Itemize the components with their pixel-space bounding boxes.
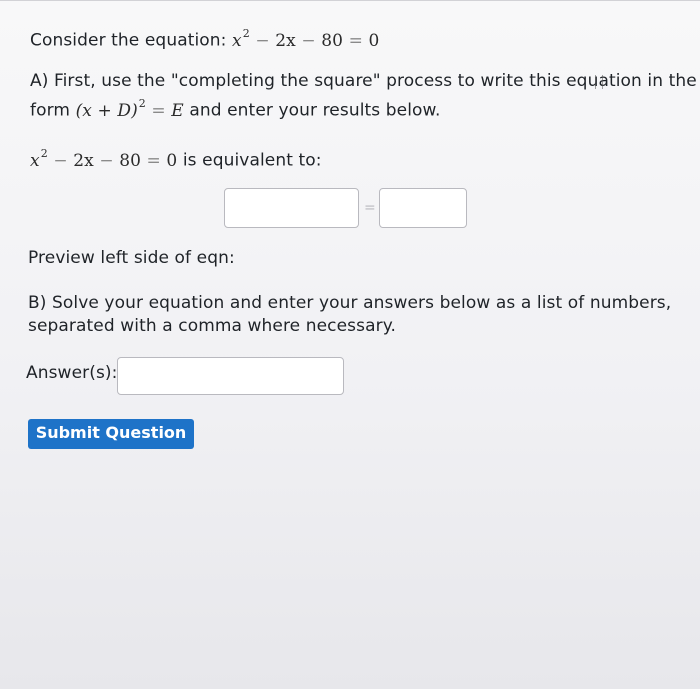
part-a-line1: A) First, use the "completing the square" process to write this equation in the: [30, 71, 697, 91]
part-b-line2: separated with a comma where necessary.: [28, 316, 396, 336]
part-a-line2: form $(x + D)^2 = E$ and enter your results below.: [30, 97, 441, 121]
right-side-input[interactable]: [379, 188, 467, 228]
left-side-input[interactable]: [224, 188, 359, 228]
intro-label: Consider the equation:: [30, 30, 227, 51]
submit-question-button[interactable]: Submit Question: [28, 419, 194, 449]
intro-equation: $x^2 - 2x - 80 = 0$: [232, 27, 380, 51]
answer-input[interactable]: [117, 357, 344, 395]
equivalent-line: $x^2 - 2x - 80 = 0$ is equivalent to:: [30, 147, 322, 171]
text-cursor-icon: [595, 75, 603, 89]
answer-label: Answer(s):: [26, 363, 118, 383]
part-b-line1: B) Solve your equation and enter your answers below as a list of numbers,: [28, 293, 672, 313]
preview-label: Preview left side of eqn:: [28, 248, 235, 268]
intro-line: [30, 26, 379, 51]
equals-sign: =: [364, 200, 376, 216]
